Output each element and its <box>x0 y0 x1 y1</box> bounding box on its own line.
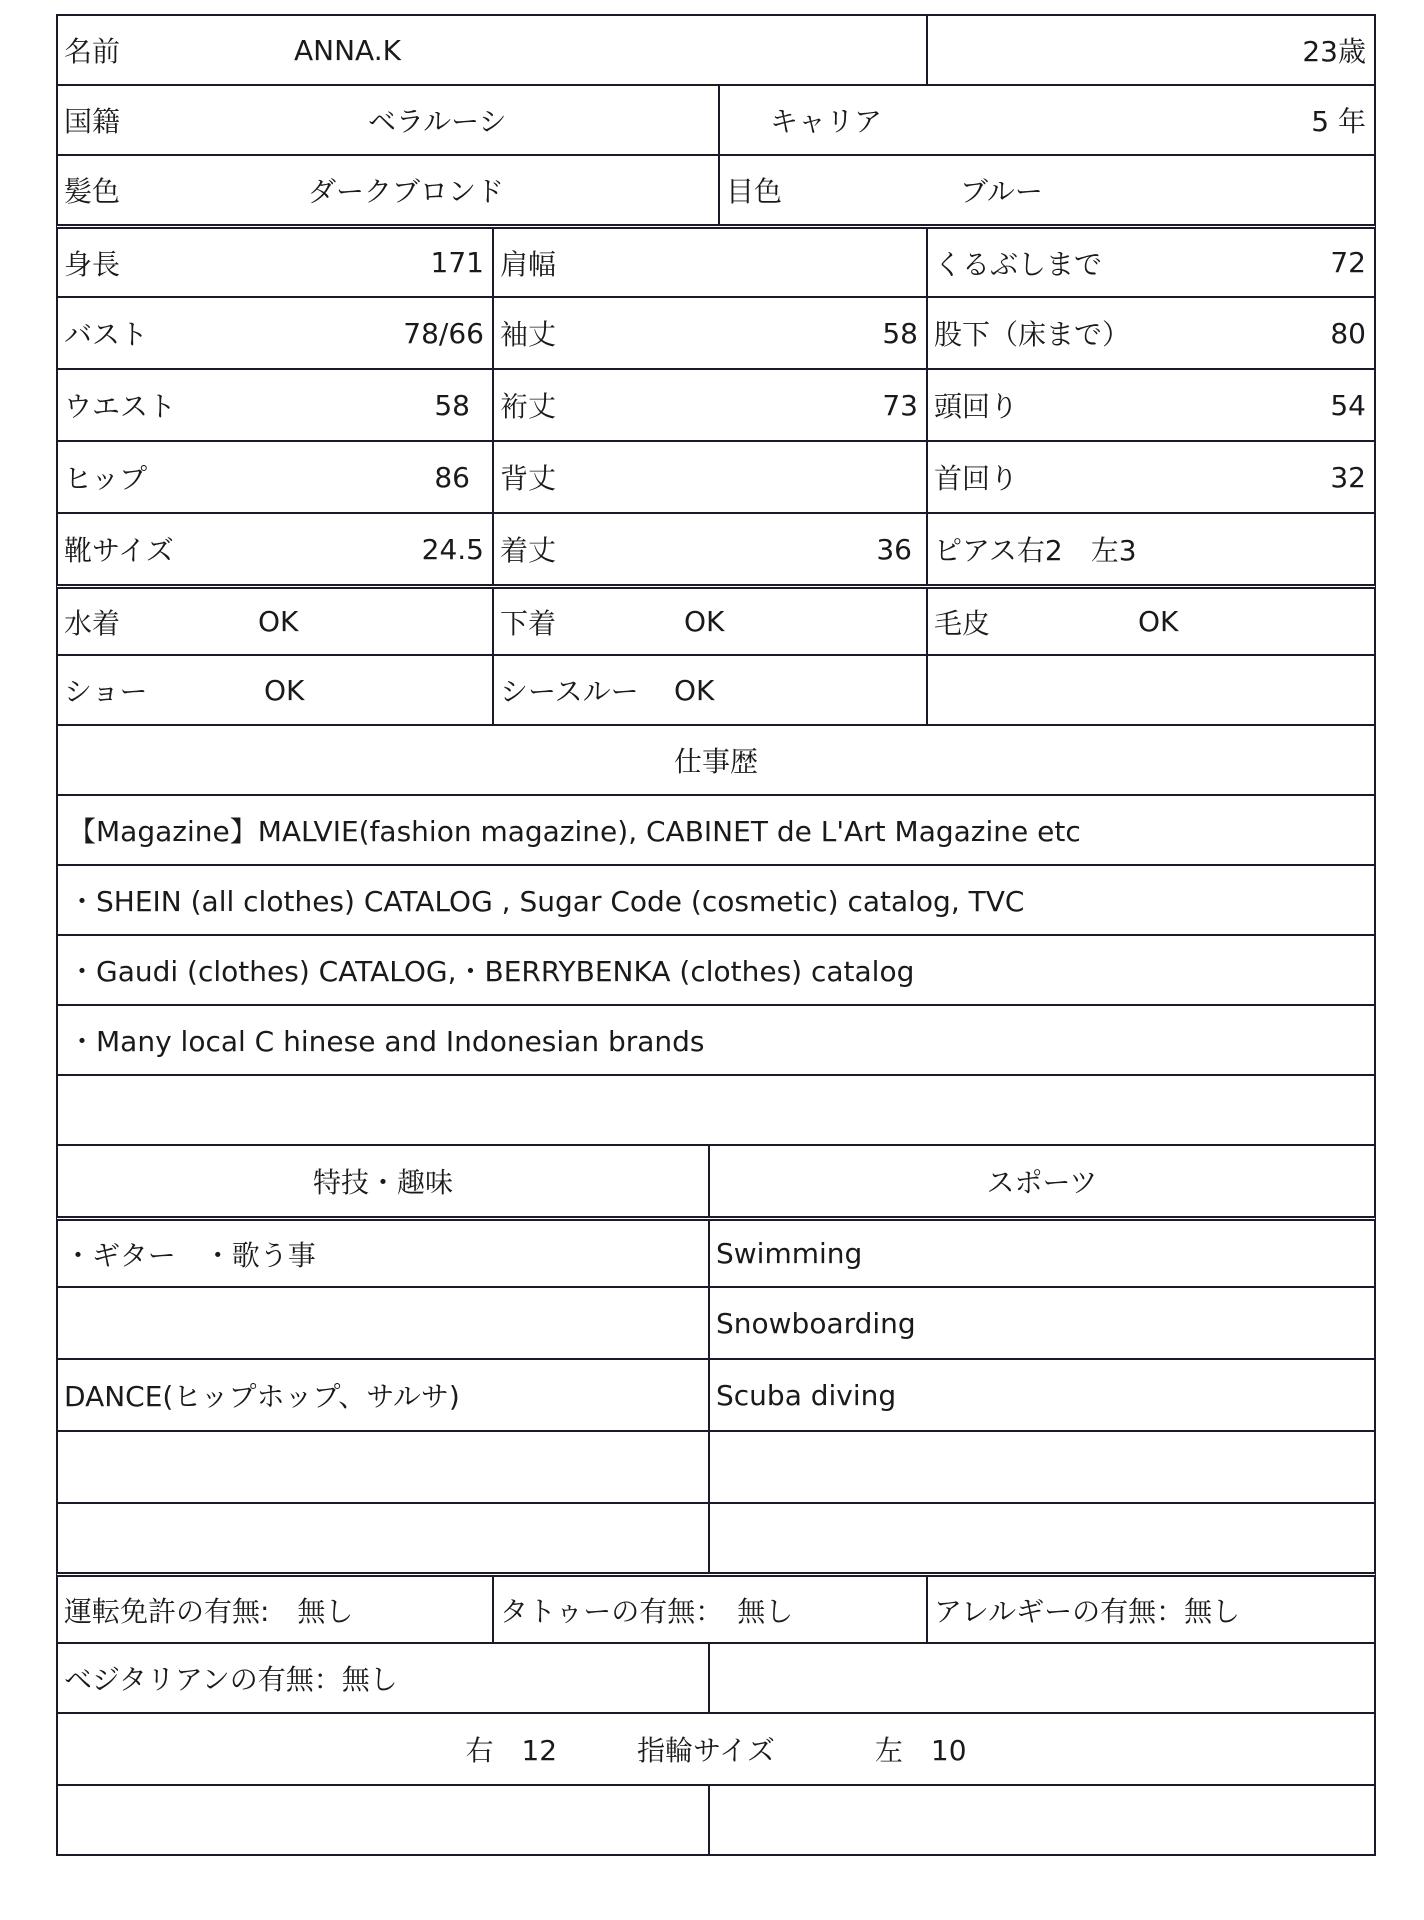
hobby-cell: DANCE(ヒップホップ、サルサ) <box>64 1380 460 1413</box>
measurement-row <box>56 440 1376 512</box>
hobby-cell <box>58 1504 708 1572</box>
permission-cell <box>926 589 1374 654</box>
sports-title: スポーツ <box>708 1146 1374 1216</box>
sport-cell <box>708 1432 1374 1502</box>
work-history-item <box>56 1004 1376 1074</box>
measure-label: 靴サイズ <box>64 534 174 567</box>
permission-cell <box>926 656 1374 724</box>
permission-value: OK <box>674 673 715 707</box>
measure-cell <box>492 442 926 512</box>
empty-cell <box>58 1786 708 1854</box>
measure-label: 着丈 <box>500 534 557 567</box>
measure-value: 36 <box>876 532 912 566</box>
measure-value: 73 <box>882 388 918 422</box>
license-cell: 運転免許の有無: 無し <box>64 1594 354 1628</box>
measure-cell <box>492 229 926 296</box>
eye-value: ブルー <box>960 175 1043 208</box>
permission-value: OK <box>264 673 305 707</box>
permissions-row <box>56 584 1376 654</box>
work-history-text: ・SHEIN (all clothes) CATALOG , Sugar Code (cosmetic) catalog, TVC <box>68 885 1025 918</box>
measure-label: 頭回り <box>934 390 1019 423</box>
measure-cell <box>58 514 492 584</box>
color-row <box>56 154 1376 224</box>
name-cell <box>58 16 926 84</box>
skills-row <box>56 1430 1376 1502</box>
work-history-item <box>56 1074 1376 1144</box>
measurement-row <box>56 368 1376 440</box>
other-row <box>56 1572 1376 1642</box>
measure-cell <box>58 442 492 512</box>
measurement-row <box>56 224 1376 296</box>
measurements-table <box>56 224 1376 584</box>
career-label: キャリア <box>770 105 883 138</box>
hobby-cell: ・ギター ・歌う事 <box>64 1238 316 1272</box>
measure-label: ピアス右2 左3 <box>934 534 1137 567</box>
measure-cell <box>492 298 926 368</box>
name-label: 名前 <box>64 35 121 68</box>
measure-value: 58 <box>882 316 918 350</box>
ring-size-row <box>56 1712 1376 1784</box>
work-history-text: 【Magazine】MALVIE(fashion magazine), CABINET de L'Art Magazine etc <box>68 815 1081 848</box>
hobby-cell <box>58 1288 708 1358</box>
sport-cell: Snowboarding <box>708 1288 1374 1358</box>
work-history-title: 仕事歴 <box>673 745 758 778</box>
measure-value: 54 <box>1330 388 1366 422</box>
work-history-text <box>58 1076 1374 1144</box>
measure-label: ヒップ <box>64 462 148 495</box>
vegetarian-cell: ベジタリアンの有無：無し <box>64 1663 398 1696</box>
career-cell <box>718 86 1374 154</box>
measure-cell <box>58 229 492 296</box>
career-value: 5 年 <box>1311 105 1366 138</box>
measure-label: 背丈 <box>500 462 557 495</box>
measure-cell <box>492 370 926 440</box>
work-history-item <box>56 934 1376 1004</box>
ring-left: 左 10 <box>874 1734 967 1767</box>
measure-cell <box>492 514 926 584</box>
measure-label: 首回り <box>934 462 1019 495</box>
permission-value: OK <box>1138 605 1179 638</box>
measure-cell <box>58 298 492 368</box>
permission-cell <box>492 589 926 654</box>
permission-cell <box>58 589 492 654</box>
work-history-text: ・Many local C hinese and Indonesian brands <box>68 1025 705 1058</box>
permission-label: 下着 <box>500 606 557 640</box>
permission-cell <box>58 656 492 724</box>
skills-row <box>56 1286 1376 1358</box>
nationality-row <box>56 84 1376 154</box>
measure-label: バスト <box>64 318 149 351</box>
nationality-label: 国籍 <box>64 105 121 138</box>
measure-value: 24.5 <box>421 532 484 566</box>
measure-cell <box>926 370 1374 440</box>
hair-cell <box>58 156 718 224</box>
work-history-item <box>56 794 1376 864</box>
hair-value: ダークブロンド <box>308 175 505 208</box>
allergy-cell: アレルギーの有無：無し <box>926 1577 1374 1642</box>
measure-value: 58 <box>434 388 470 422</box>
age-value: 23歳 <box>1302 35 1366 68</box>
measure-cell <box>926 514 1374 584</box>
hobby-title: 特技・趣味 <box>312 1166 453 1199</box>
measurement-row <box>56 296 1376 368</box>
measure-value: 171 <box>430 246 484 279</box>
eye-label: 目色 <box>726 175 783 208</box>
measure-label: 身長 <box>64 247 121 281</box>
measure-value: 86 <box>434 460 470 494</box>
name-row <box>56 14 1376 84</box>
measure-label: 裄丈 <box>500 390 557 423</box>
permission-label: 毛皮 <box>934 606 991 640</box>
nationality-cell <box>58 86 718 154</box>
other-row <box>56 1642 1376 1712</box>
age-cell <box>926 16 1374 84</box>
model-profile-sheet <box>56 14 1376 1856</box>
permissions-row <box>56 654 1376 724</box>
measure-value: 78/66 <box>403 316 484 350</box>
measure-value: 80 <box>1330 316 1366 350</box>
sport-cell: Scuba diving <box>708 1360 1374 1430</box>
ring-size-cell <box>58 1714 1374 1784</box>
measure-label: 股下（床まで） <box>934 318 1131 351</box>
measure-cell <box>926 298 1374 368</box>
hair-label: 髪色 <box>64 175 121 208</box>
measure-cell <box>58 370 492 440</box>
skills-row <box>56 1216 1376 1286</box>
skills-row <box>56 1358 1376 1430</box>
work-history-header <box>56 724 1376 794</box>
measurement-row <box>56 512 1376 584</box>
work-history-text: ・Gaudi (clothes) CATALOG,・BERRYBENKA (clothes) catalog <box>68 955 915 988</box>
empty-cell <box>708 1644 1374 1712</box>
sport-cell <box>708 1504 1374 1572</box>
blank-row <box>56 1784 1376 1856</box>
skills-header <box>56 1144 1376 1216</box>
tattoo-cell: タトゥーの有無： 無し <box>492 1577 926 1642</box>
ring-size-label: 指輪サイズ <box>637 1734 775 1767</box>
sport-cell: Swimming <box>708 1221 1374 1286</box>
measure-label: ウエスト <box>64 390 177 423</box>
name-value: ANNA.K <box>294 33 401 67</box>
permission-label: ショー <box>64 675 148 708</box>
permission-label: シースルー <box>500 675 639 708</box>
ring-right: 右 12 <box>465 1734 558 1767</box>
permission-value: OK <box>684 605 725 638</box>
measure-value: 72 <box>1330 246 1366 279</box>
permission-label: 水着 <box>64 606 121 640</box>
skills-row <box>56 1502 1376 1572</box>
permission-value: OK <box>258 605 299 638</box>
eye-cell <box>718 156 1374 224</box>
measure-label: 肩幅 <box>500 247 557 281</box>
empty-cell <box>708 1786 1374 1854</box>
measure-label: くるぶしまで <box>934 247 1103 281</box>
measure-value: 32 <box>1330 460 1366 494</box>
permission-cell <box>492 656 926 724</box>
work-history-item <box>56 864 1376 934</box>
measure-cell <box>926 229 1374 296</box>
measure-label: 袖丈 <box>500 318 557 351</box>
measure-cell <box>926 442 1374 512</box>
nationality-value: ベラルーシ <box>368 105 507 138</box>
hobby-cell <box>58 1432 708 1502</box>
